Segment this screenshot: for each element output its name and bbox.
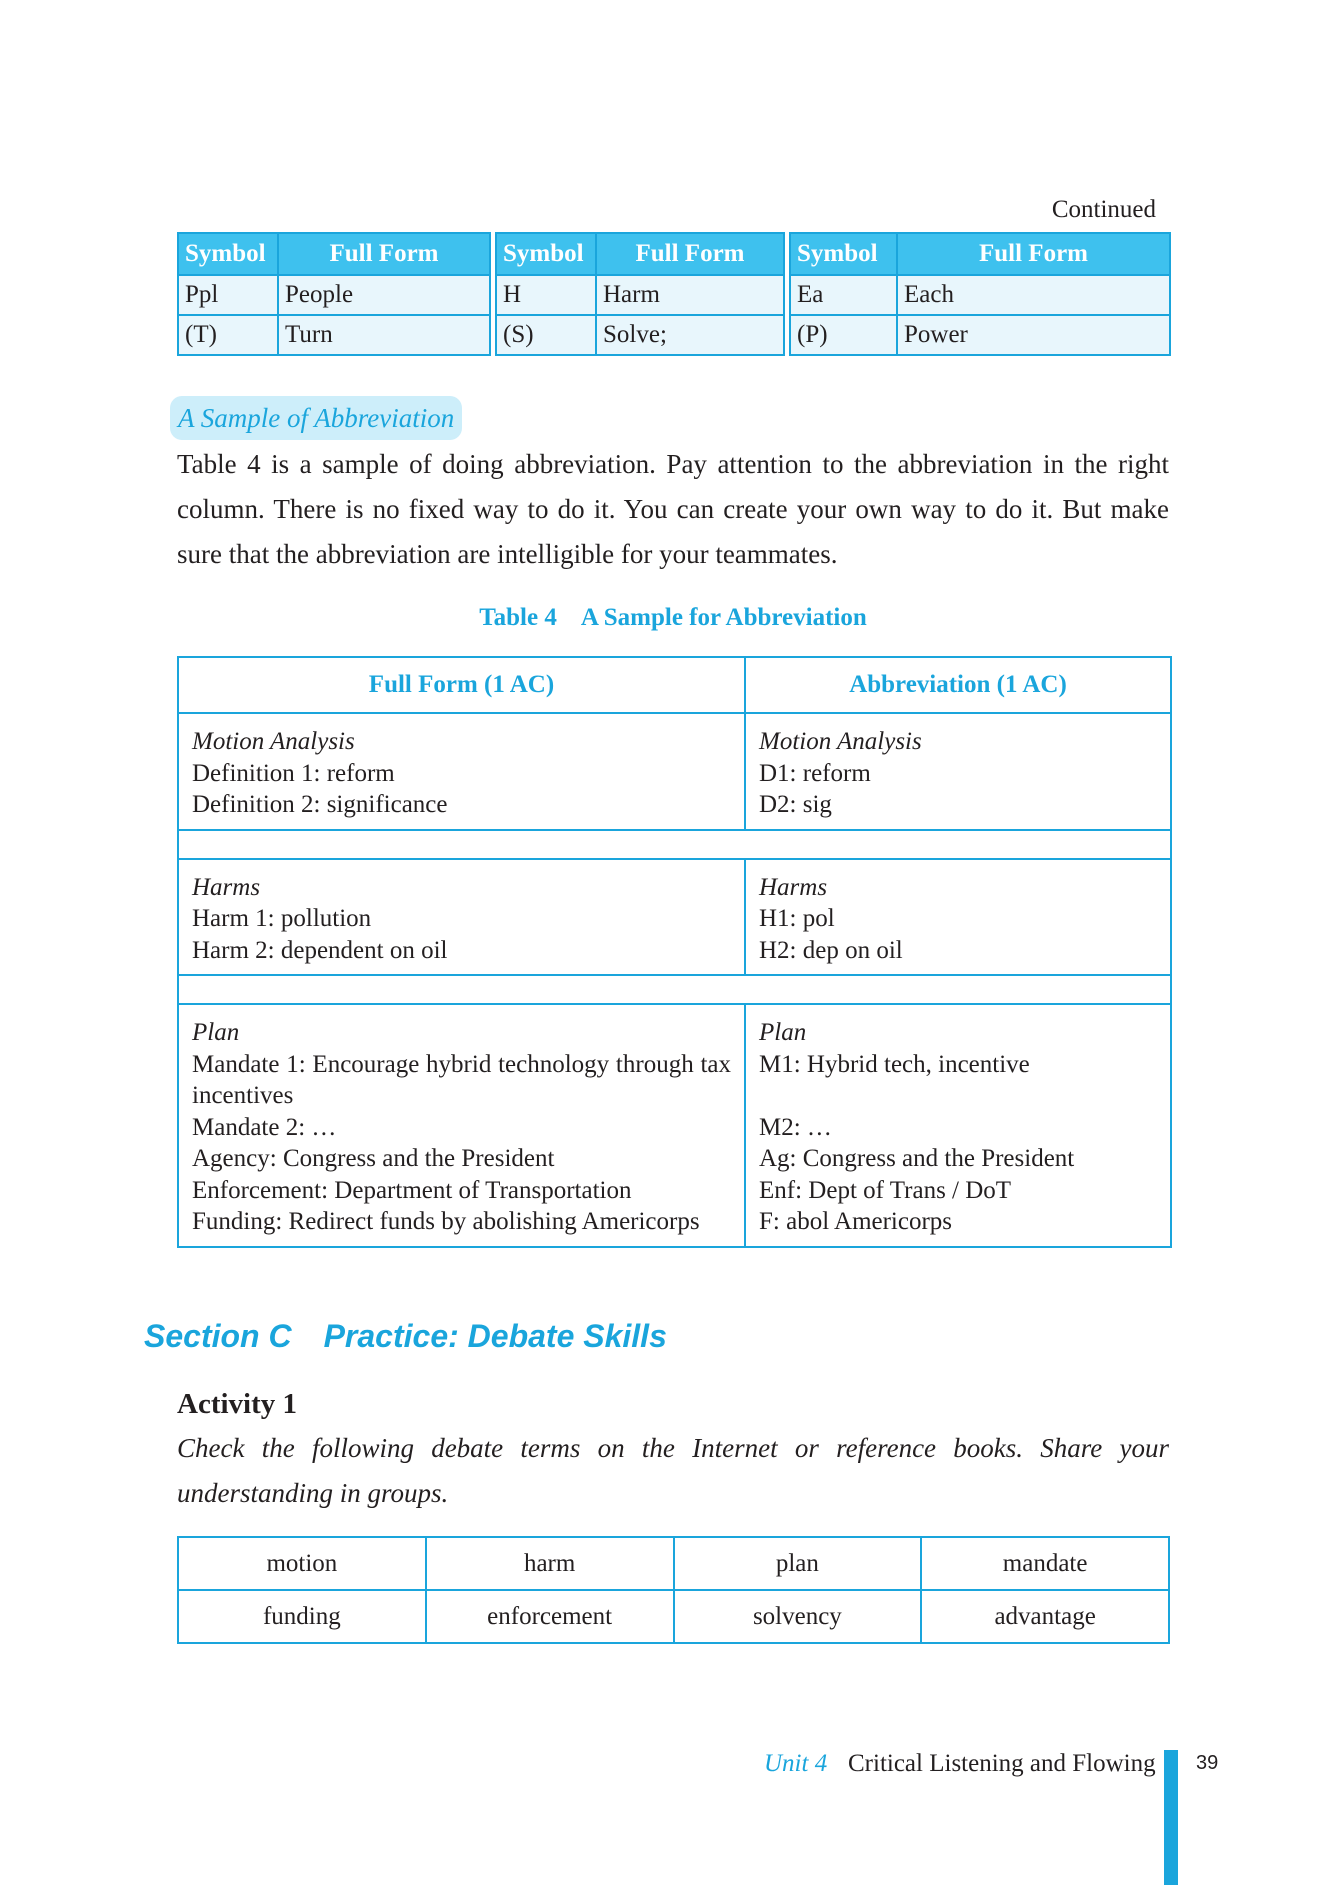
term-cell: enforcement [426, 1590, 674, 1643]
harms-abbr-title: Harms [759, 873, 828, 901]
cell-line: Ag: Congress and the President [759, 1145, 1075, 1172]
plan-abbr-title: Plan [759, 1019, 807, 1046]
table-row-harms [178, 859, 1171, 976]
table-spacer-row [178, 830, 1171, 859]
activity-title: Activity 1 [177, 1388, 297, 1420]
continued-label: Continued [1051, 196, 1156, 223]
full-form-cell: Harm [596, 275, 784, 315]
term-cell: advantage [921, 1590, 1169, 1643]
cell-line: Enf: Dept of Trans / DoT [759, 1176, 1012, 1204]
term-cell: motion [178, 1537, 426, 1590]
term-cell: plan [674, 1537, 922, 1590]
full-form-cell: Each [897, 275, 1170, 315]
spacer-cell [178, 830, 1171, 859]
activity-instruction: Check the following debate terms on the Internet or reference books. Share your understanding in groups. [177, 1433, 1169, 1508]
cell-line: Harm 2: dependent on oil [192, 936, 448, 964]
table-title: A Sample for Abbreviation [580, 604, 867, 631]
symbol-cell: (T) [178, 315, 278, 355]
cell-line: M1: Hybrid tech, incentive [759, 1050, 1030, 1078]
table-row-motion [178, 713, 1171, 830]
full-form-column-header: Full Form (1 AC) [178, 657, 745, 713]
cell-line: D1: reform [759, 759, 871, 787]
full-form-cell: People [278, 275, 490, 315]
table-row-plan [178, 1004, 1171, 1247]
intro-paragraph: Table 4 is a sample of doing abbreviation. Pay attention to the abbreviation in the right column. There is no fixed way to do it. You can create your own way to do it. But make sure that the abbreviation are intelligible for your teammates. [177, 449, 1169, 569]
harms-abbr-cell [745, 859, 1171, 976]
cell-line: Funding: Redirect funds by abolishing Americorps [192, 1208, 700, 1235]
section-title: Practice: Debate Skills [323, 1318, 667, 1354]
table-caption [177, 604, 1169, 632]
symbol-header: Symbol [790, 233, 897, 275]
cell-line: Enforcement: Department of Transportation [192, 1176, 632, 1204]
cell-line: Agency: Congress and the President [192, 1145, 555, 1172]
plan-full-title: Plan [192, 1019, 240, 1046]
spacer-cell [178, 975, 1171, 1004]
abbreviation-column-header: Abbreviation (1 AC) [745, 657, 1171, 713]
footer-accent-bar [1164, 1750, 1178, 1885]
symbol-table [177, 232, 1171, 356]
section-heading [144, 1318, 667, 1355]
table-row [178, 275, 1170, 315]
term-cell: solvency [674, 1590, 922, 1643]
motion-abbr-title: Motion Analysis [759, 728, 922, 755]
cell-line: Harm 1: pollution [192, 905, 372, 932]
footer-unit: Unit 4 [764, 1750, 828, 1777]
abbreviation-table-header-row [178, 657, 1171, 713]
table-number: Table 4 [479, 604, 557, 631]
motion-full-title: Motion Analysis [192, 728, 355, 755]
sample-heading: A Sample of Abbreviation [170, 396, 462, 440]
abbreviation-table [177, 656, 1172, 1248]
symbol-cell: (P) [790, 315, 897, 355]
cell-line: D2: sig [759, 791, 832, 818]
cell-line: Definition 1: reform [192, 759, 395, 787]
table-row [178, 315, 1170, 355]
cell-line: M2: … [759, 1113, 832, 1141]
cell-line: H2: dep on oil [759, 936, 903, 964]
full-form-cell: Turn [278, 315, 490, 355]
table-row [178, 1590, 1169, 1643]
symbol-cell: Ppl [178, 275, 278, 315]
harms-full-title: Harms [192, 873, 261, 901]
term-cell: mandate [921, 1537, 1169, 1590]
term-cell: funding [178, 1590, 426, 1643]
full-form-header: Full Form [596, 233, 784, 275]
cell-line: H1: pol [759, 905, 835, 932]
table-row [178, 1537, 1169, 1590]
table-spacer-row [178, 975, 1171, 1004]
term-cell: harm [426, 1537, 674, 1590]
cell-line: Mandate 1: Encourage hybrid technology through tax incentives [192, 1050, 731, 1109]
motion-full-cell [178, 713, 745, 830]
plan-full-cell [178, 1004, 745, 1247]
page-number: 39 [1196, 1752, 1219, 1774]
motion-abbr-cell [745, 713, 1171, 830]
symbol-header: Symbol [496, 233, 596, 275]
plan-abbr-cell [745, 1004, 1171, 1247]
debate-terms-table [177, 1536, 1170, 1644]
harms-full-cell [178, 859, 745, 976]
full-form-cell: Solve; [596, 315, 784, 355]
symbol-cell: Ea [790, 275, 897, 315]
symbol-header: Symbol [178, 233, 278, 275]
footer-title: Critical Listening and Flowing [848, 1750, 1156, 1777]
cell-line: Mandate 2: … [192, 1113, 337, 1141]
full-form-header: Full Form [897, 233, 1170, 275]
symbol-table-header-row [178, 233, 1170, 275]
symbol-cell: (S) [496, 315, 596, 355]
full-form-header: Full Form [278, 233, 490, 275]
section-label: Section C [144, 1318, 292, 1354]
symbol-cell: H [496, 275, 596, 315]
cell-line: F: abol Americorps [759, 1208, 953, 1235]
cell-line: Definition 2: significance [192, 791, 448, 818]
full-form-cell: Power [897, 315, 1170, 355]
